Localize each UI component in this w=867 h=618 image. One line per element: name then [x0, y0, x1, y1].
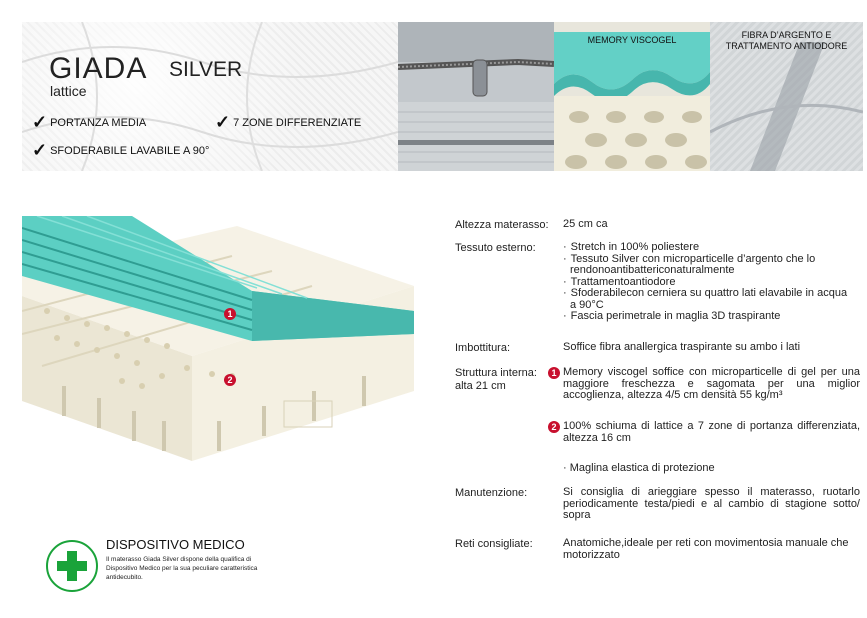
memory-viscogel-photo — [554, 22, 710, 171]
feature-label: SFODERABILE LAVABILE A 90° — [50, 145, 210, 157]
mattress-illustration — [22, 216, 432, 471]
spec-label: Altezza materasso: — [455, 219, 549, 231]
zipper-illustration — [398, 22, 554, 171]
structure-layer-3: · Maglina elastica di protezione — [563, 462, 715, 474]
product-subtitle: SILVER — [169, 58, 243, 81]
photo-caption-line2: TRATTAMENTO ANTIODORE — [725, 41, 848, 51]
mattress-layers-svg — [22, 216, 432, 466]
list-item: · Fascia perimetrale in maglia 3D traspirante — [563, 310, 781, 322]
layer-marker-2: 2 — [224, 374, 236, 386]
structure-layer-2: 2 100% schiuma di lattice a 7 zone di portanza differenziata, altezza 16 cm — [563, 421, 860, 444]
spec-label: Tessuto esterno: — [455, 242, 536, 254]
spec-value: Soffice fibra anallergica traspirante su ambo i lati — [563, 341, 801, 353]
list-item: · Trattamentoantiodore — [563, 275, 676, 288]
spec-label: Manutenzione: — [455, 487, 528, 499]
medical-device-text: Il materasso Giada Silver dispone della qualifica di Dispositivo Medico per la sua peculiare caratteristica antidecubito. — [106, 556, 258, 581]
medical-cross-icon — [46, 540, 98, 592]
feature-label: PORTANZA MEDIA — [50, 117, 147, 129]
feature-label: 7 ZONE DIFFERENZIATE — [233, 117, 362, 129]
structure-layer-1: 1 Memory viscogel soffice con microparticelle di gel per una maggiore freschezza e sagomata per una miglior accoglienza, altezza 4/5 cm densità 55 kg/m³ — [563, 367, 860, 402]
list-item: · Tessuto Silver con microparticelle d’argento che lo rendonoantibattericonaturalmente — [563, 252, 816, 276]
silver-fabric-photo — [710, 22, 863, 171]
spec-value: 25 cm ca — [563, 218, 608, 230]
quilted-fabric-background — [22, 22, 398, 171]
layer-marker-2: 2 — [548, 421, 560, 433]
spec-value: Anatomiche,ideale per reti con movimentosia manuale che motorizzato — [563, 537, 849, 561]
product-material: lattice — [50, 83, 87, 99]
medical-device-title: DISPOSITIVO MEDICO — [106, 537, 245, 552]
feature-item — [32, 140, 210, 160]
layer-marker-1: 1 — [548, 367, 560, 379]
fabric-bullet-list — [563, 242, 860, 323]
spec-value: Si consiglia di arieggiare spesso il materasso, ruotarlo periodicamente testa/piedi e al cambio di stagione sotto/ sopra — [563, 486, 860, 521]
layer-marker-1: 1 — [224, 308, 236, 320]
feature-item — [215, 112, 362, 132]
photo-caption: MEMORY VISCOGEL — [587, 35, 677, 45]
photo-caption-line1: FIBRA D’ARGENTO E — [741, 30, 832, 40]
medical-device-badge — [46, 537, 286, 597]
feature-item — [32, 112, 147, 132]
product-banner — [22, 22, 863, 171]
checkmark-icon: ✓ — [32, 140, 48, 160]
spec-label: Reti consigliate: — [455, 538, 533, 550]
zipper-cover-photo — [398, 22, 554, 171]
product-title: GIADA — [49, 52, 148, 85]
checkmark-icon: ✓ — [32, 112, 48, 132]
spec-label: Struttura interna: alta 21 cm — [455, 367, 537, 392]
checkmark-icon: ✓ — [215, 112, 231, 132]
list-item: · Stretch in 100% poliestere — [563, 241, 700, 253]
spec-label: Imbottitura: — [455, 342, 511, 354]
list-item: · Sfoderabilecon cerniera su quattro lati elavabile in acqua a 90°C — [563, 287, 848, 311]
